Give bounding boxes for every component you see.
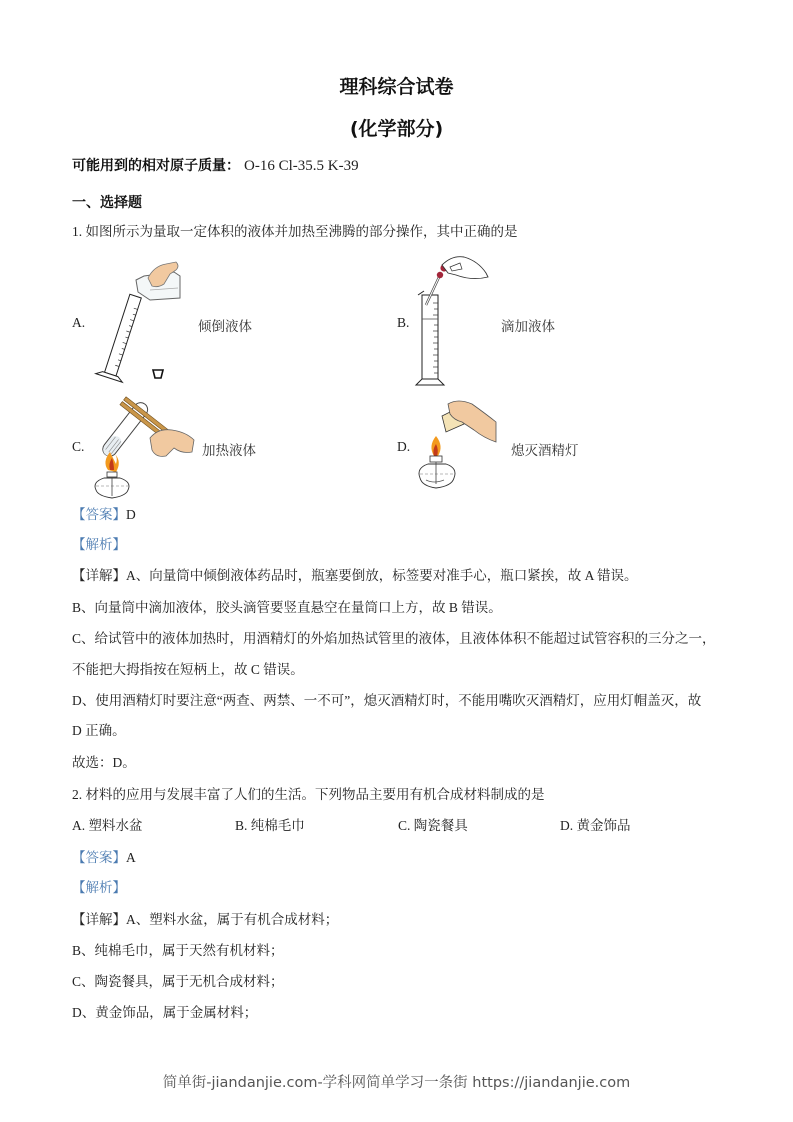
q1-detail-line-6: D 正确。: [72, 723, 126, 738]
option-letter: A.: [72, 818, 86, 833]
q2-detail-line-3: C、陶瓷餐具，属于无机合成材料；: [72, 974, 284, 989]
footer-watermark: 简单街-jiandanjie.com-学科网简单学习一条街 https://jiandanjie.com: [162, 1075, 631, 1091]
atomic-mass-label: 可能用到的相对原子质量：: [72, 158, 240, 174]
q2-detail-line-2: B、纯棉毛巾，属于天然有机材料；: [72, 943, 284, 958]
q1-option-d-caption: 熄灭酒精灯: [511, 443, 579, 458]
answer-label: 【答案】: [72, 850, 126, 865]
q1-option-d-letter: D.: [397, 439, 411, 454]
q1-detail-line-2: B、向量筒中滴加液体，胶头滴管要竖直悬空在量筒口上方，故 B 错误。: [72, 600, 502, 615]
q1-detail-line-5: D、使用酒精灯时要注意“两查、两禁、一不可”，熄灭酒精灯时，不能用嘴吹灭酒精灯，应用灯帽盖灭，故: [72, 693, 702, 708]
q2-option-a: [72, 819, 143, 833]
lamp-cap-icon: [414, 398, 504, 494]
q2-option-b: [235, 819, 305, 833]
option-text: 黄金饰品: [576, 818, 631, 833]
q1-option-b-caption: 滴加液体: [501, 319, 555, 334]
option-text: 塑料水盆: [88, 818, 143, 833]
q1-detail-line-3: C、给试管中的液体加热时，用酒精灯的外焰加热试管里的液体，且液体体积不能超过试管容积的三分之一，: [72, 631, 716, 646]
question-number: 2.: [72, 787, 83, 802]
q2-option-d: [560, 819, 631, 833]
dropper-cylinder-icon: [412, 255, 502, 390]
test-tube-heating-icon: [88, 392, 198, 500]
answer-label: 【答案】: [72, 507, 126, 522]
q1-option-c-letter: C.: [72, 439, 85, 454]
option-letter: C.: [398, 818, 411, 833]
q2-option-c: [398, 819, 468, 833]
q1-option-a-letter: A.: [72, 315, 86, 330]
q2-detail-line-4: D、黄金饰品，属于金属材料；: [72, 1005, 258, 1020]
q2-answer: [72, 851, 136, 865]
option-text: 陶瓷餐具: [413, 818, 468, 833]
atomic-mass-values: O-16 Cl-35.5 K-39: [244, 158, 359, 174]
q1-detail-line-7: 故选：D。: [72, 755, 136, 770]
q1-option-b-letter: B.: [397, 315, 410, 330]
heating-liquid-figure: [88, 392, 198, 500]
question-2-stem: [72, 788, 545, 802]
question-text: 材料的应用与发展丰富了人们的生活。下列物品主要用有机合成材料制成的是: [85, 787, 545, 802]
section-heading: 一、选择题: [72, 195, 142, 211]
detail-label: 【详解】: [72, 912, 126, 927]
detail-label: 【详解】: [72, 568, 126, 583]
q1-detail-line-4: 不能把大拇指按在短柄上，故 C 错误。: [72, 662, 304, 677]
question-text: 如图所示为量取一定体积的液体并加热至沸腾的部分操作，其中正确的是: [85, 224, 518, 239]
graduated-cylinder-pouring-icon: [92, 258, 202, 388]
q1-option-c-caption: 加热液体: [202, 443, 256, 458]
option-letter: B.: [235, 818, 248, 833]
dropping-liquid-figure: [412, 255, 502, 390]
option-text: 纯棉毛巾: [250, 818, 305, 833]
detail-text: A、向量筒中倾倒液体药品时，瓶塞要倒放，标签要对准手心，瓶口紧挨，故 A 错误。: [126, 568, 638, 583]
question-number: 1.: [72, 224, 83, 239]
q1-detail-line-1: [72, 569, 638, 583]
page-subtitle: (化学部分): [349, 118, 444, 140]
option-letter: D.: [560, 818, 574, 833]
page-title: 理科综合试卷: [339, 76, 454, 98]
answer-value: D: [126, 507, 136, 522]
pouring-liquid-figure: [92, 258, 202, 388]
atomic-mass-line: [72, 155, 359, 175]
extinguish-lamp-figure: [414, 398, 504, 494]
q2-analysis-label: 【解析】: [72, 880, 126, 895]
q1-answer: [72, 508, 136, 522]
question-1-stem: [72, 225, 518, 239]
q1-option-a-caption: 倾倒液体: [198, 319, 252, 334]
q2-detail-line-1: [72, 913, 338, 927]
answer-value: A: [126, 850, 136, 865]
q1-analysis-label: 【解析】: [72, 537, 126, 552]
detail-text: A、塑料水盆，属于有机合成材料；: [126, 912, 339, 927]
